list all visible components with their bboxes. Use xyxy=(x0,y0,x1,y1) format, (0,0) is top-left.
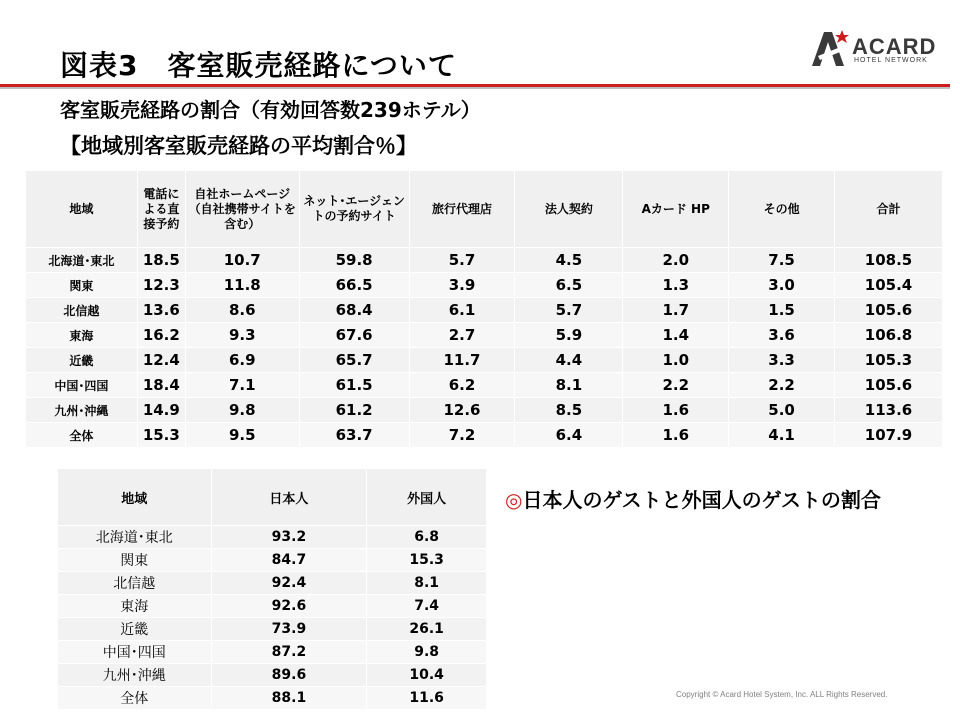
channel-table-header xyxy=(26,171,943,248)
value-cell: 12.6 xyxy=(409,398,515,423)
value-cell: 4.5 xyxy=(515,248,623,273)
value-cell: 11.8 xyxy=(185,273,299,298)
slide-title: 図表3 客室販売経路について xyxy=(60,49,457,82)
region-cell: 関東 xyxy=(58,549,212,572)
value-cell: 14.9 xyxy=(137,398,185,423)
value-cell: 1.0 xyxy=(623,348,729,373)
region-cell: 全体 xyxy=(26,423,138,448)
value-cell: 84.7 xyxy=(211,549,367,572)
column-header: 外国人 xyxy=(367,469,487,526)
section-heading: 【地域別客室販売経路の平均割合％】 xyxy=(60,134,417,158)
guest-table-header xyxy=(58,469,487,526)
value-cell: 2.0 xyxy=(623,248,729,273)
region-cell: 中国･四国 xyxy=(26,373,138,398)
value-cell: 108.5 xyxy=(835,248,943,273)
acard-logo-mark xyxy=(808,26,852,70)
table-row xyxy=(58,572,487,595)
value-cell: 3.9 xyxy=(409,273,515,298)
region-cell: 九州･沖縄 xyxy=(58,664,212,687)
column-header: 地域 xyxy=(26,171,138,248)
region-cell: 北信越 xyxy=(58,572,212,595)
value-cell: 5.7 xyxy=(409,248,515,273)
logo-name: ACARD xyxy=(852,34,937,59)
column-header: 電話による直接予約 xyxy=(137,171,185,248)
table-row xyxy=(58,641,487,664)
column-header: 法人契約 xyxy=(515,171,623,248)
value-cell: 7.4 xyxy=(367,595,487,618)
title-rule-shadow xyxy=(0,87,950,89)
region-cell: 北海道･東北 xyxy=(26,248,138,273)
table-row xyxy=(26,423,943,448)
table-row xyxy=(58,549,487,572)
value-cell: 2.7 xyxy=(409,323,515,348)
value-cell: 87.2 xyxy=(211,641,367,664)
value-cell: 1.3 xyxy=(623,273,729,298)
table-row xyxy=(58,618,487,641)
column-header: 合計 xyxy=(835,171,943,248)
region-cell: 北信越 xyxy=(26,298,138,323)
table-row xyxy=(58,526,487,549)
column-header: 日本人 xyxy=(211,469,367,526)
region-cell: 近畿 xyxy=(58,618,212,641)
value-cell: 26.1 xyxy=(367,618,487,641)
value-cell: 68.4 xyxy=(299,298,409,323)
value-cell: 12.3 xyxy=(137,273,185,298)
value-cell: 5.9 xyxy=(515,323,623,348)
value-cell: 61.2 xyxy=(299,398,409,423)
value-cell: 4.4 xyxy=(515,348,623,373)
value-cell: 6.1 xyxy=(409,298,515,323)
table-row xyxy=(26,273,943,298)
column-header: 旅行代理店 xyxy=(409,171,515,248)
table-row xyxy=(58,664,487,687)
value-cell: 67.6 xyxy=(299,323,409,348)
value-cell: 9.8 xyxy=(185,398,299,423)
value-cell: 2.2 xyxy=(623,373,729,398)
column-header: 地域 xyxy=(58,469,212,526)
value-cell: 1.6 xyxy=(623,398,729,423)
value-cell: 3.0 xyxy=(729,273,835,298)
column-header: 自社ホームページ（自社携帯サイトを含む） xyxy=(185,171,299,248)
value-cell: 15.3 xyxy=(367,549,487,572)
value-cell: 6.4 xyxy=(515,423,623,448)
value-cell: 12.4 xyxy=(137,348,185,373)
value-cell: 1.5 xyxy=(729,298,835,323)
value-cell: 11.7 xyxy=(409,348,515,373)
region-cell: 東海 xyxy=(26,323,138,348)
value-cell: 106.8 xyxy=(835,323,943,348)
value-cell: 18.4 xyxy=(137,373,185,398)
region-cell: 近畿 xyxy=(26,348,138,373)
table-row xyxy=(26,323,943,348)
value-cell: 3.6 xyxy=(729,323,835,348)
table-row xyxy=(58,595,487,618)
region-cell: 九州･沖縄 xyxy=(26,398,138,423)
region-cell: 関東 xyxy=(26,273,138,298)
value-cell: 1.6 xyxy=(623,423,729,448)
value-cell: 59.8 xyxy=(299,248,409,273)
column-header: Aカード HP xyxy=(623,171,729,248)
table-row xyxy=(26,248,943,273)
value-cell: 10.7 xyxy=(185,248,299,273)
value-cell: 61.5 xyxy=(299,373,409,398)
value-cell: 6.5 xyxy=(515,273,623,298)
value-cell: 8.6 xyxy=(185,298,299,323)
value-cell: 18.5 xyxy=(137,248,185,273)
value-cell: 105.3 xyxy=(835,348,943,373)
value-cell: 105.4 xyxy=(835,273,943,298)
table-row xyxy=(26,398,943,423)
value-cell: 65.7 xyxy=(299,348,409,373)
value-cell: 7.2 xyxy=(409,423,515,448)
value-cell: 4.1 xyxy=(729,423,835,448)
value-cell: 5.7 xyxy=(515,298,623,323)
value-cell: 105.6 xyxy=(835,373,943,398)
value-cell: 15.3 xyxy=(137,423,185,448)
table-row xyxy=(26,348,943,373)
value-cell: 13.6 xyxy=(137,298,185,323)
value-cell: 6.9 xyxy=(185,348,299,373)
value-cell: 7.1 xyxy=(185,373,299,398)
value-cell: 66.5 xyxy=(299,273,409,298)
subtitle: 客室販売経路の割合（有効回答数239ホテル） xyxy=(60,98,481,122)
value-cell: 8.1 xyxy=(367,572,487,595)
channel-table xyxy=(25,170,943,448)
value-cell: 113.6 xyxy=(835,398,943,423)
value-cell: 8.5 xyxy=(515,398,623,423)
table-row xyxy=(26,373,943,398)
logo-subtitle: HOTEL NETWORK xyxy=(854,57,928,64)
value-cell: 92.4 xyxy=(211,572,367,595)
acard-logo xyxy=(808,26,948,72)
value-cell: 92.6 xyxy=(211,595,367,618)
guest-ratio-note xyxy=(505,484,881,513)
value-cell: 63.7 xyxy=(299,423,409,448)
value-cell: 1.7 xyxy=(623,298,729,323)
value-cell: 73.9 xyxy=(211,618,367,641)
table-row xyxy=(26,298,943,323)
value-cell: 9.3 xyxy=(185,323,299,348)
value-cell: 7.5 xyxy=(729,248,835,273)
value-cell: 1.4 xyxy=(623,323,729,348)
value-cell: 2.2 xyxy=(729,373,835,398)
table-row xyxy=(58,687,487,710)
region-cell: 全体 xyxy=(58,687,212,710)
region-cell: 中国･四国 xyxy=(58,641,212,664)
value-cell: 9.8 xyxy=(367,641,487,664)
value-cell: 89.6 xyxy=(211,664,367,687)
value-cell: 107.9 xyxy=(835,423,943,448)
value-cell: 5.0 xyxy=(729,398,835,423)
value-cell: 11.6 xyxy=(367,687,487,710)
column-header: ネット･エージェントの予約サイト xyxy=(299,171,409,248)
value-cell: 105.6 xyxy=(835,298,943,323)
copyright: Copyright © Acard Hotel System, Inc. ALL Rights Reserved. xyxy=(676,690,888,699)
value-cell: 16.2 xyxy=(137,323,185,348)
value-cell: 10.4 xyxy=(367,664,487,687)
guest-table xyxy=(57,468,487,710)
double-circle-icon: ◎ xyxy=(505,488,523,512)
column-header: その他 xyxy=(729,171,835,248)
region-cell: 北海道･東北 xyxy=(58,526,212,549)
value-cell: 88.1 xyxy=(211,687,367,710)
value-cell: 6.8 xyxy=(367,526,487,549)
region-cell: 東海 xyxy=(58,595,212,618)
value-cell: 9.5 xyxy=(185,423,299,448)
value-cell: 8.1 xyxy=(515,373,623,398)
value-cell: 6.2 xyxy=(409,373,515,398)
value-cell: 3.3 xyxy=(729,348,835,373)
guest-ratio-note-text: 日本人のゲストと外国人のゲストの割合 xyxy=(522,488,881,512)
value-cell: 93.2 xyxy=(211,526,367,549)
